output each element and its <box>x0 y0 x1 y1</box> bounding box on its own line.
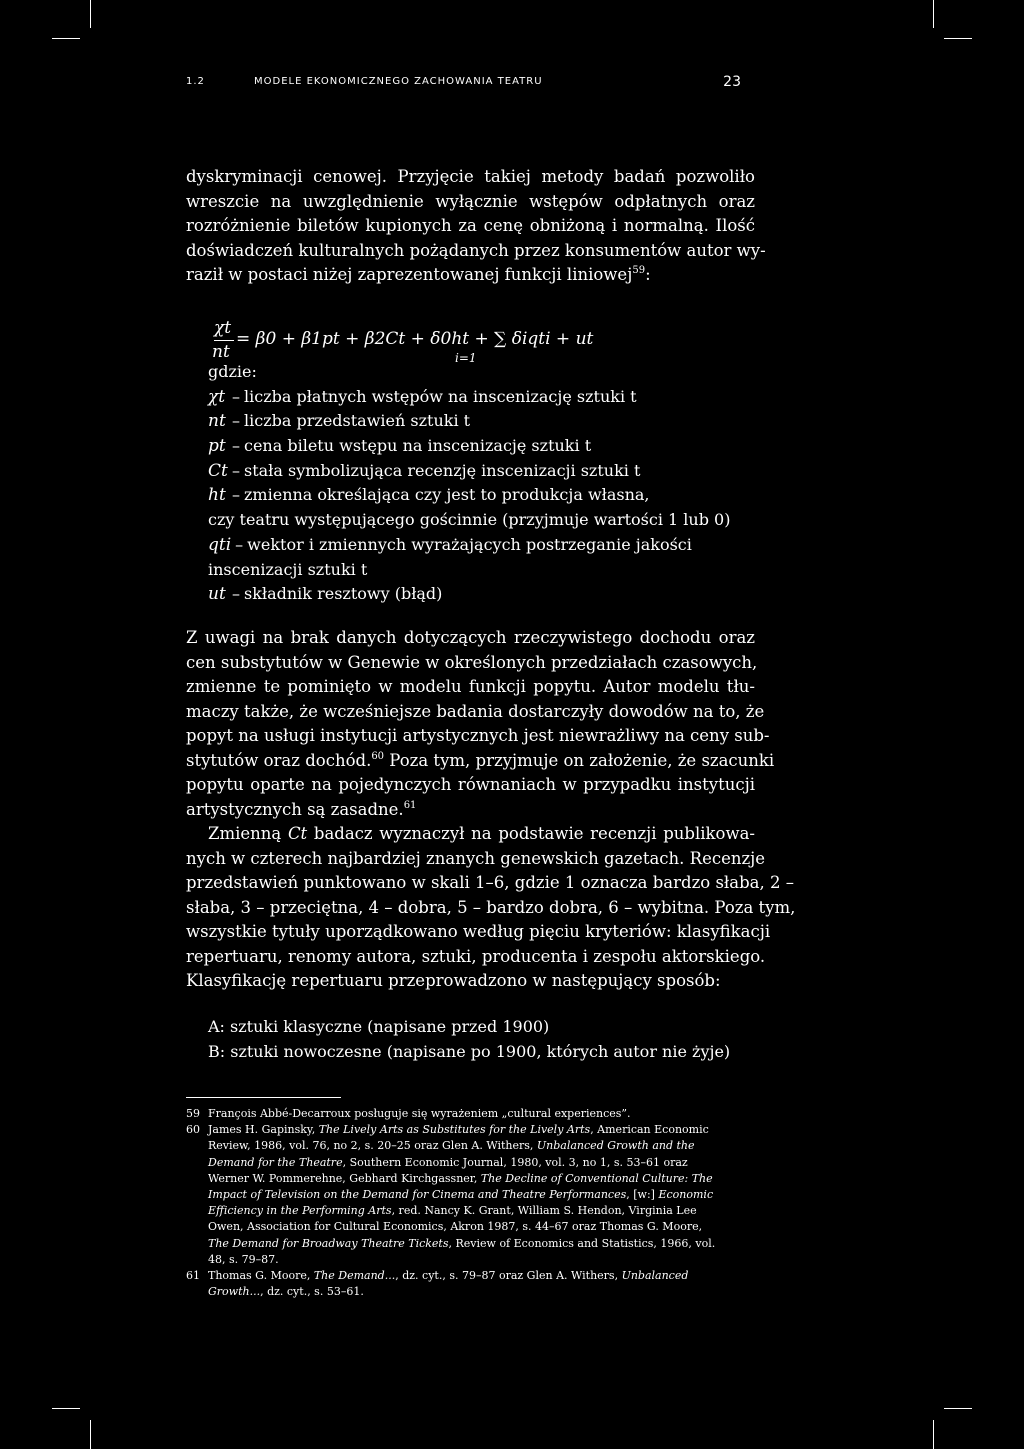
crop-mark-bottom-right-v <box>933 1420 934 1449</box>
text-line: zmienne te pominięto w modelu funkcji popytu. Autor modelu tłu- <box>186 677 755 696</box>
footnote-61 <box>186 1268 748 1300</box>
text-line <box>186 749 775 774</box>
crop-mark-bottom-left-v <box>90 1420 91 1449</box>
work-title: Growth... <box>208 1285 261 1299</box>
definition-item <box>208 582 768 607</box>
definition-symbol: qti <box>208 534 232 555</box>
definition-item <box>208 385 768 410</box>
fraction-bar <box>214 340 234 341</box>
footnote-line <box>208 1171 748 1187</box>
text-line: doświadczeń kulturalnych pożądanych przez konsumentów autor wy- <box>186 240 766 260</box>
footnote-line <box>208 1122 748 1138</box>
work-title: The Demand... <box>313 1269 396 1283</box>
text-line: wreszcie na uwzględnienie wyłącznie wstępów odpłatnych oraz <box>186 191 755 211</box>
footnote-line <box>208 1155 748 1171</box>
text-line: repertuaru, renomy autora, sztuki, producenta i zespołu aktorskiego. <box>186 946 766 966</box>
definition-text: stała symbolizująca recenzję inscenizacji sztuki t <box>244 460 641 480</box>
crop-mark-bottom-left-h <box>52 1408 80 1409</box>
definition-text: zmienna określająca czy jest to produkcja własna, <box>244 485 650 505</box>
text-segment: Thomas G. Moore, <box>208 1269 314 1283</box>
dash: – <box>232 386 240 406</box>
formula-right-side: = β0 + β1pt + β2Ct + δ0ht + ∑ δiqti + ut <box>236 329 594 349</box>
work-title: The Demand for Broadway Theatre Tickets <box>208 1236 449 1250</box>
footnote-60 <box>186 1122 748 1268</box>
crop-mark-top-right-h <box>944 38 972 39</box>
work-title: The Decline of Conventional Culture: The <box>480 1171 713 1185</box>
definition-symbol: χt <box>208 386 226 407</box>
dash: – <box>235 534 244 554</box>
footnote-line <box>208 1268 748 1284</box>
crop-mark-bottom-right-h <box>944 1408 972 1409</box>
footnote-ref-61[interactable]: 61 <box>403 799 417 811</box>
definition-continuation <box>208 508 768 533</box>
text-line: popyt na usługi instytucji artystycznych jest niewrażliwy na ceny sub- <box>186 726 770 745</box>
definition-symbol: ut <box>208 584 226 605</box>
text-line: słaba, 3 – przeciętna, 4 – dobra, 5 – bardzo dobra, 6 – wybitna. Poza tym, <box>186 897 796 917</box>
work-title: Impact of Television on the Demand for Cinema and Theatre Performances <box>208 1188 627 1202</box>
sum-limit: i=1 <box>455 351 477 365</box>
text-line <box>186 263 755 288</box>
crop-mark-top-right-v <box>933 0 934 28</box>
paragraph-2 <box>186 626 796 994</box>
definitions-list <box>208 360 768 607</box>
footnote-ref-59[interactable]: 59 <box>632 265 646 276</box>
text-segment: Zmienną <box>208 824 288 843</box>
footnote-line: 48, s. 79–87. <box>208 1252 279 1266</box>
definition-item <box>208 434 768 459</box>
work-title: Economic <box>658 1188 714 1202</box>
text-line <box>186 798 755 823</box>
footnote-line <box>208 1138 748 1154</box>
definition-symbol: pt <box>208 436 226 457</box>
section-number: 1.2 <box>186 76 205 87</box>
text-line: nych w czterech najbardziej znanych genewskich gazetach. Recenzje <box>186 848 766 868</box>
text-segment: raził w postaci niżej zaprezentowanej funkcji liniowej <box>186 265 633 284</box>
footnote-line <box>208 1284 748 1300</box>
work-title: The Lively Arts as Substitutes for the Lively Arts <box>318 1123 591 1137</box>
formula-denominator: nt <box>212 342 230 362</box>
definition-item <box>208 483 768 508</box>
text-segment: : <box>645 265 651 284</box>
dash: – <box>232 411 240 431</box>
text-line: Z uwagi na brak danych dotyczących rzeczywistego dochodu oraz <box>186 628 755 647</box>
footnote-ref-60[interactable]: 60 <box>371 750 385 762</box>
definition-symbol: Ct <box>208 460 228 481</box>
dash: – <box>232 584 240 604</box>
paragraph-1 <box>186 165 766 288</box>
text-segment: , Review of Economics and Statistics, 1966, vol. <box>448 1236 716 1250</box>
footnote-line <box>208 1203 748 1219</box>
text-line: Klasyfikację repertuaru przeprowadzono w następujący sposób: <box>186 971 721 990</box>
section-title: MODELE EKONOMICZNEGO ZACHOWANIA TEATRU <box>254 76 543 87</box>
footnotes <box>186 1106 748 1300</box>
text-line: maczy także, że wcześniejsze badania dostarczyły dowodów na to, że <box>186 701 765 721</box>
text-segment: badacz wyznaczył na podstawie recenzji publikowa- <box>307 824 755 843</box>
definition-text: czy teatru występującego gościnnie (przyjmuje wartości 1 lub 0) <box>208 510 731 530</box>
work-title: Efficiency in the Performing Arts <box>208 1204 392 1218</box>
footnote-rule <box>186 1097 341 1098</box>
definition-item <box>208 409 768 434</box>
text-segment: artystycznych są zasadne. <box>186 799 404 819</box>
definition-symbol: nt <box>208 411 226 432</box>
text-segment: Review, 1986, vol. 76, no 2, s. 20–25 oraz Glen A. Withers, <box>208 1139 537 1153</box>
footnote-59 <box>186 1106 748 1122</box>
text-line: cen substytutów w Genewie w określonych przedziałach czasowych, <box>186 652 758 672</box>
definition-text: składnik resztowy (błąd) <box>244 584 443 604</box>
definition-text: cena biletu wstępu na inscenizację sztuki t <box>244 436 592 456</box>
definition-item <box>208 533 768 558</box>
dash: – <box>232 436 240 456</box>
work-title: Unbalanced <box>621 1269 689 1283</box>
text-line: wszystkie tytuły uporządkowano według pięciu kryteriów: klasyfikacji <box>186 922 771 941</box>
work-title: Demand for the Theatre <box>208 1155 343 1169</box>
running-header <box>186 76 741 92</box>
definition-text: liczba płatnych wstępów na inscenizację sztuki t <box>244 386 637 406</box>
text-line <box>186 822 755 847</box>
text-segment: stytutów oraz dochód. <box>186 750 372 770</box>
text-segment: , American Economic <box>590 1123 709 1137</box>
footnote-number: 59 <box>186 1107 200 1120</box>
dash: – <box>232 460 240 480</box>
text-segment: , red. Nancy K. Grant, William S. Hendon, Virginia Lee <box>391 1204 697 1218</box>
definition-continuation <box>208 558 768 583</box>
dash: – <box>232 485 240 505</box>
gdzie-label: gdzie: <box>208 362 257 381</box>
footnote-number: 61 <box>186 1269 200 1283</box>
list-item: A: sztuki klasyczne (napisane przed 1900) <box>208 1017 550 1036</box>
definition-text: liczba przedstawień sztuki t <box>244 411 471 431</box>
definition-symbol: ht <box>208 485 226 506</box>
formula-numerator: χt <box>214 318 232 338</box>
crop-mark-top-left-v <box>90 0 91 28</box>
text-line: dyskryminacji cenowej. Przyjęcie takiej metody badań pozwoliło <box>186 167 755 186</box>
classification-list <box>208 1014 730 1064</box>
definition-text: inscenizacji sztuki t <box>208 559 368 579</box>
text-line: popytu oparte na pojedynczych równaniach w przypadku instytucji <box>186 775 755 794</box>
footnote-number: 60 <box>186 1123 200 1137</box>
footnote-line: Owen, Association for Cultural Economics, Akron 1987, s. 44–67 oraz Thomas G. Moore, <box>208 1220 703 1234</box>
text-segment: James H. Gapinsky, <box>208 1123 319 1137</box>
text-segment: , [w:] <box>626 1188 659 1202</box>
text-segment: , Southern Economic Journal, 1980, vol. 3, no 1, s. 53–61 oraz <box>342 1155 688 1169</box>
text-segment: , dz. cyt., s. 79–87 oraz Glen A. Withers, <box>395 1269 622 1283</box>
page-number: 23 <box>723 74 741 90</box>
text-line: przedstawień punktowano w skali 1–6, gdzie 1 oznacza bardzo słaba, 2 – <box>186 873 795 892</box>
footnote-line <box>208 1236 748 1252</box>
definition-text: wektor i zmiennych wyrażających postrzeganie jakości <box>247 534 692 554</box>
definition-item <box>208 459 768 484</box>
footnote-line <box>208 1187 748 1203</box>
text-line: rozróżnienie biletów kupionych za cenę obniżoną i normalną. Ilość <box>186 216 755 235</box>
text-segment: Werner W. Pommerehne, Gebhard Kirchgassner, <box>208 1171 481 1185</box>
inline-symbol: Ct <box>287 824 308 843</box>
text-segment: Poza tym, przyjmuje on założenie, że szacunki <box>384 750 775 770</box>
crop-mark-top-left-h <box>52 38 80 39</box>
footnote-line: François Abbé-Decarroux posługuje się wyrażeniem „cultural experiences”. <box>208 1107 631 1120</box>
list-item: B: sztuki nowoczesne (napisane po 1900, których autor nie żyje) <box>208 1042 731 1061</box>
text-segment: , dz. cyt., s. 53–61. <box>260 1285 364 1299</box>
work-title: Unbalanced Growth and the <box>536 1139 695 1153</box>
